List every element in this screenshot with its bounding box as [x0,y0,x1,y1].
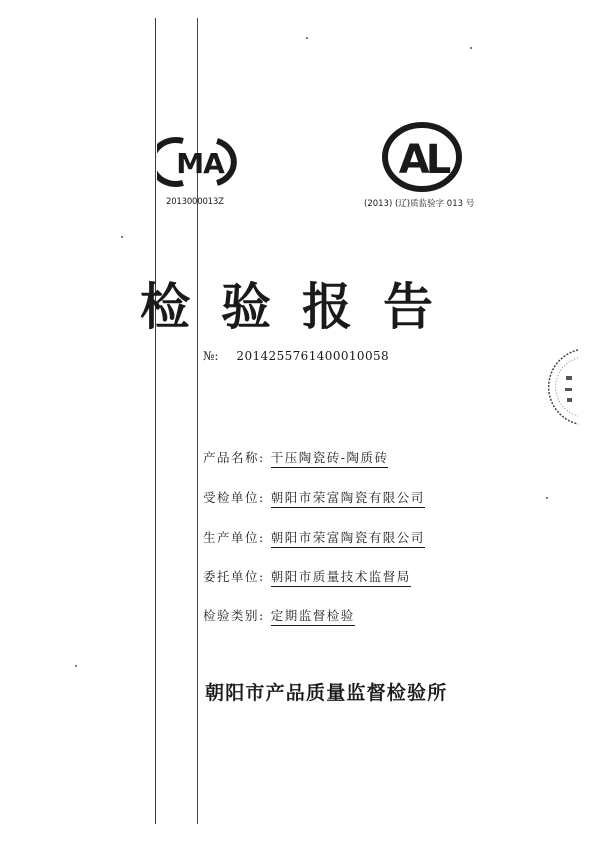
field-value: 定期监督检验 [271,606,355,626]
field-commissioning-unit [203,567,411,587]
field-product-name [203,448,388,468]
scan-artifact-line [155,18,156,824]
cma-number: 2013000013Z [166,197,224,207]
field-label: 受检单位: [203,490,265,505]
field-inspected-unit [203,488,425,508]
partial-seal-stamp [548,348,578,426]
report-number-value: 2014255761400010058 [236,349,390,363]
scan-speck [75,665,77,667]
report-number [203,349,389,363]
field-value: 朝阳市质量技术监督局 [271,567,411,587]
scan-speck [470,47,472,49]
field-production-unit [203,528,425,548]
cal-mark-text: AL [398,137,448,183]
report-title: 检验报告 [140,278,464,336]
field-value: 朝阳市荣富陶瓷有限公司 [271,488,425,508]
cal-number: (2013) (辽)质监验字 013 号 [364,199,475,209]
scan-speck [306,37,308,39]
field-label: 产品名称: [203,450,265,465]
scan-speck [546,497,548,499]
field-inspection-type [203,606,355,626]
field-label: 生产单位: [203,530,265,545]
issuing-institution: 朝阳市产品质量监督检验所 [205,682,448,704]
field-label: 委托单位: [203,569,265,584]
report-number-label: №: [203,349,219,363]
field-label: 检验类别: [203,608,265,623]
field-value: 干压陶瓷砖-陶质砖 [271,448,389,468]
cal-certification-logo [381,121,463,193]
cma-certification-logo [157,133,243,191]
field-value: 朝阳市荣富陶瓷有限公司 [271,528,425,548]
scan-speck [121,236,123,238]
cma-mark-text: MA [176,147,224,180]
